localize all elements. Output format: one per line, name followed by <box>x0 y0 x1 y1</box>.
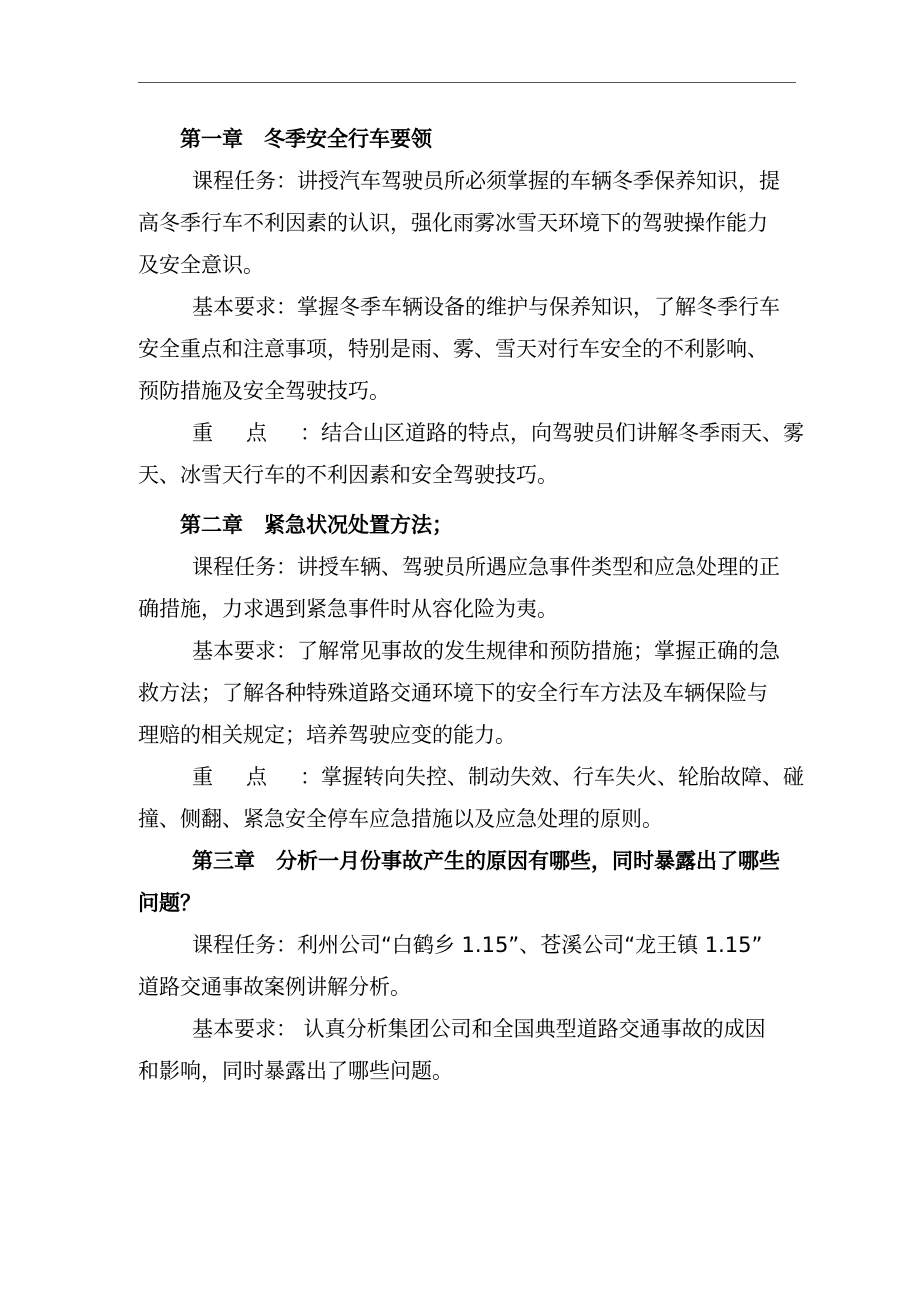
ch1-key-label-2: 点 <box>246 421 267 445</box>
ch1-key-line-1 <box>138 412 804 454</box>
chapter-2-title: 第二章 紧急状况处置方法； <box>180 513 453 537</box>
header-rule <box>138 82 796 83</box>
ch2-basic-line-2: 救方法；了解各种特殊道路交通环境下的安全行车方法及车辆保险与 <box>138 681 768 705</box>
ch2-key-label-1: 重 <box>192 765 213 789</box>
ch1-basic-line-3: 预防措施及安全驾驶技巧。 <box>138 379 390 403</box>
ch1-basic-line-2: 安全重点和注意事项，特别是雨、雾、雪天对行车安全的不利影响、 <box>138 337 768 361</box>
ch3-task-line-1: 课程任务：利州公司“白鹤乡 1.15”、苍溪公司“龙王镇 1.15” <box>192 933 763 957</box>
ch2-key-text: ：掌握转向失控、制动失效、行车失火、轮胎故障、碰 <box>300 765 804 789</box>
ch3-basic-line-2: 和影响，同时暴露出了哪些问题。 <box>138 1059 453 1083</box>
ch1-task-line-1: 课程任务：讲授汽车驾驶员所必须掌握的车辆冬季保养知识，提 <box>192 169 780 193</box>
ch1-key-label-1: 重 <box>192 421 213 445</box>
ch2-basic-line-3: 理赔的相关规定；培养驾驶应变的能力。 <box>138 723 516 747</box>
document-body <box>138 118 804 1092</box>
ch2-basic-line-1: 基本要求：了解常见事故的发生规律和预防措施；掌握正确的急 <box>192 639 780 663</box>
ch2-key-line-1 <box>138 756 804 798</box>
chapter-3-title-line-1: 第三章 分析一月份事故产生的原因有哪些，同时暴露出了哪些 <box>192 849 780 873</box>
ch3-task-line-2: 道路交通事故案例讲解分析。 <box>138 975 411 999</box>
ch1-task-line-2: 高冬季行车不利因素的认识，强化雨雾冰雪天环境下的驾驶操作能力 <box>138 211 768 235</box>
ch1-basic-line-1: 基本要求：掌握冬季车辆设备的维护与保养知识，了解冬季行车 <box>192 295 780 319</box>
ch2-key-label-2: 点 <box>246 765 267 789</box>
chapter-3-title-line-2: 问题？ <box>138 891 201 915</box>
chapter-1-title: 第一章 冬季安全行车要领 <box>180 127 432 151</box>
ch1-task-line-3: 及安全意识。 <box>138 253 264 277</box>
ch1-key-text: ：结合山区道路的特点，向驾驶员们讲解冬季雨天、雾 <box>300 421 804 445</box>
ch2-task-line-1: 课程任务：讲授车辆、驾驶员所遇应急事件类型和应急处理的正 <box>192 555 780 579</box>
ch2-task-line-2: 确措施，力求遇到紧急事件时从容化险为夷。 <box>138 597 558 621</box>
ch3-basic-line-1: 基本要求： 认真分析集团公司和全国典型道路交通事故的成因 <box>192 1017 766 1041</box>
ch1-key-line-2: 天、冰雪天行车的不利因素和安全驾驶技巧。 <box>138 463 558 487</box>
ch2-key-line-2: 撞、侧翻、紧急安全停车应急措施以及应急处理的原则。 <box>138 807 663 831</box>
